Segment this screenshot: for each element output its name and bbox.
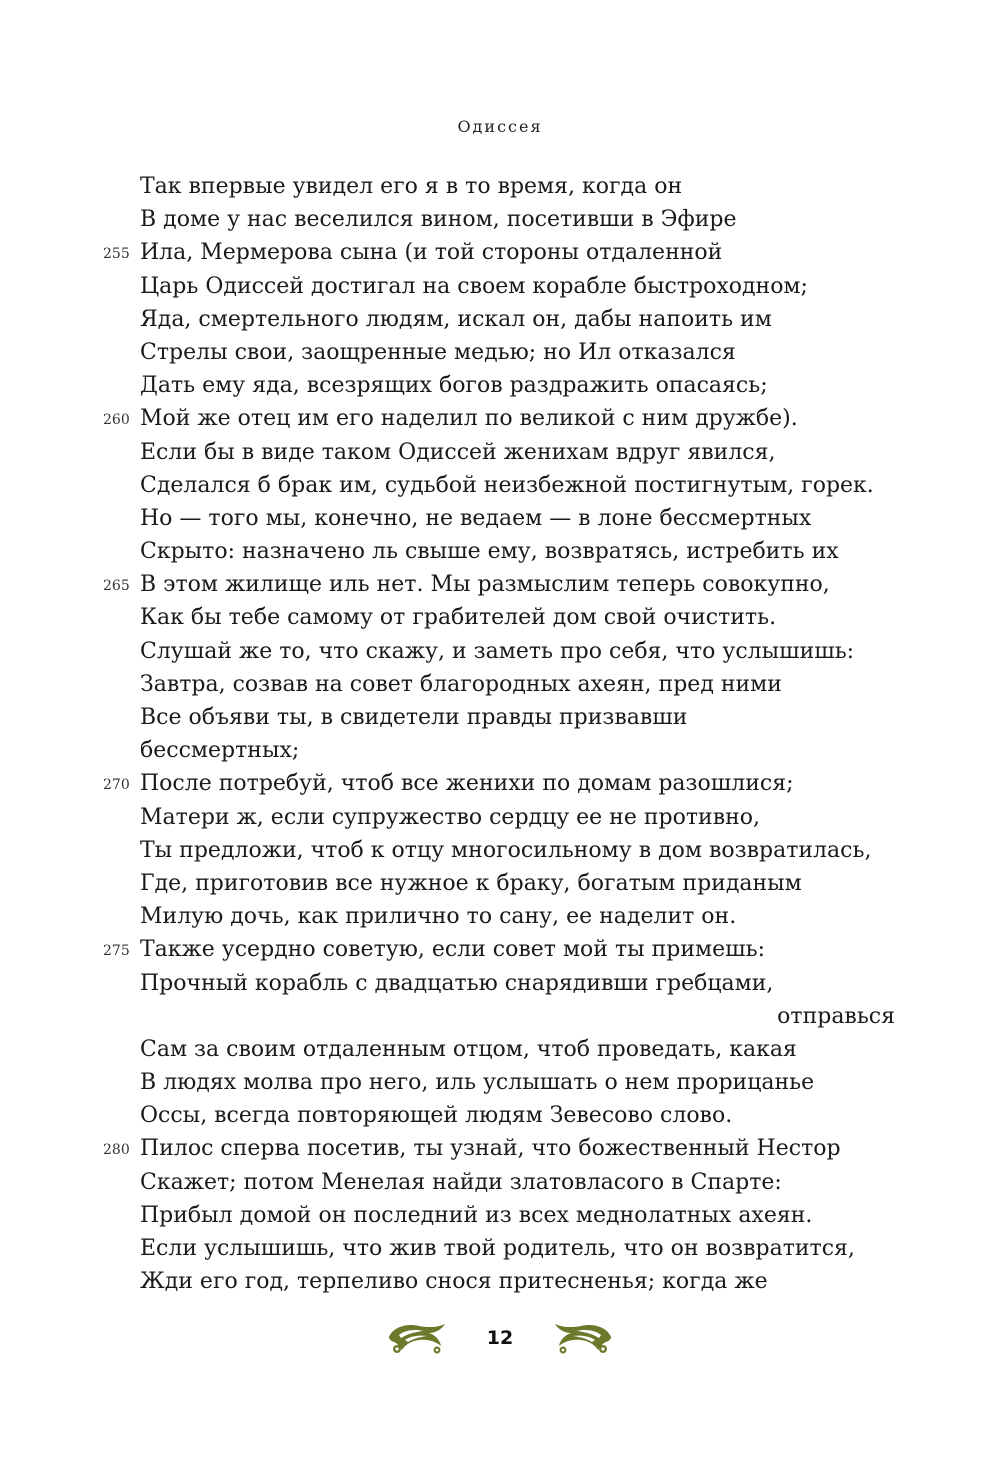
- line-number: 275: [103, 943, 130, 960]
- verse-text: Скажет; потом Менелая найди златовласого в Спарте:: [140, 1169, 782, 1195]
- verse-line: [103, 933, 900, 966]
- line-number: 280: [103, 1142, 130, 1159]
- verse-line: [140, 801, 900, 834]
- verse-text: Завтра, созвав на совет благородных ахеян, пред ними: [140, 671, 782, 697]
- verse-text: В доме у нас веселился вином, посетивши в Эфире: [140, 207, 737, 233]
- verse-line: [103, 1132, 900, 1165]
- line-number: 265: [103, 578, 130, 595]
- verse-line: [103, 236, 900, 269]
- verse-text: Прочный корабль с двадцатью снарядивши гребцами,: [140, 970, 774, 996]
- verse-text: Как бы тебе самому от грабителей дом свой очистить.: [140, 605, 777, 631]
- verse-text: Если услышишь, что жив твой родитель, что он возвратится,: [140, 1236, 855, 1261]
- verse-line: [140, 1199, 900, 1232]
- verse-line: [140, 369, 900, 402]
- verse-line: [140, 535, 900, 568]
- verse-text: Мой же отец им его наделил по великой с ним дружбе).: [140, 406, 798, 432]
- verse-line: [103, 568, 900, 601]
- verse-line: [140, 900, 900, 933]
- verse-line: [140, 1033, 900, 1066]
- verse-text: Но — того мы, конечно, не ведаем — в лоне бессмертных: [140, 505, 812, 531]
- verse-text: Слушай же то, что скажу, и заметь про себя, что услышишь:: [140, 638, 855, 664]
- verse-line: [140, 203, 900, 236]
- verse-line: [140, 701, 900, 734]
- verse-text: Милую дочь, как прилично то сану, ее наделит он.: [140, 904, 737, 930]
- verse-text: Сам за своим отдаленным отцом, чтоб проведать, какая: [140, 1036, 797, 1062]
- verse-line: [140, 601, 900, 634]
- verse-text: отправься: [777, 1003, 895, 1029]
- line-number: 270: [103, 777, 130, 794]
- leaf-ornament-right-icon: [553, 1321, 615, 1355]
- verse-line: [140, 170, 900, 203]
- leaf-ornament-left-icon: [385, 1321, 447, 1355]
- verse-line: [140, 734, 900, 767]
- verse-line: [140, 834, 900, 867]
- verse-line: [140, 1066, 900, 1099]
- verse-line: [103, 767, 900, 800]
- verse-text: Стрелы свои, заощренные медью; но Ил отказался: [140, 339, 736, 365]
- verse-line: [140, 635, 900, 668]
- verse-text: Прибыл домой он последний из всех меднолатных ахеян.: [140, 1202, 813, 1228]
- verse-line: [140, 1099, 900, 1132]
- verse-block: [103, 170, 900, 1298]
- page-footer: [0, 1318, 1000, 1358]
- verse-line: [140, 270, 900, 303]
- verse-line: [140, 1166, 900, 1199]
- verse-line: [140, 668, 900, 701]
- verse-line: [140, 336, 900, 369]
- verse-text: Все объяви ты, в свидетели правды призвавши: [140, 705, 688, 730]
- verse-text: Ты предложи, чтоб к отцу многосильному в дом возвратилась,: [140, 837, 872, 863]
- page-number: 12: [486, 1327, 514, 1349]
- verse-text: бессмертных;: [140, 738, 300, 764]
- verse-text: Сделался б брак им, судьбой неизбежной постигнутым, горек.: [140, 472, 874, 498]
- verse-line: [140, 1265, 900, 1298]
- verse-text: Скрыто: назначено ль свыше ему, возвратясь, истребить их: [140, 539, 839, 565]
- verse-text: Пилос сперва посетив, ты узнай, что божественный Нестор: [140, 1136, 841, 1162]
- verse-text: В людях молва про него, иль услышать о нем прорицанье: [140, 1070, 815, 1096]
- verse-text: В этом жилище иль нет. Мы размыслим теперь совокупно,: [140, 572, 830, 598]
- line-number: 260: [103, 412, 130, 429]
- verse-text: Где, приготовив все нужное к браку, богатым приданым: [140, 870, 802, 896]
- line-number: 255: [103, 246, 130, 263]
- verse-line: [140, 1000, 900, 1033]
- verse-line: [140, 867, 900, 900]
- verse-line: [140, 303, 900, 336]
- verse-line: [140, 967, 900, 1000]
- verse-text: Яда, смертельного людям, искал он, дабы напоить им: [140, 306, 772, 332]
- verse-text: Дать ему яда, всезрящих богов раздражить опасаясь;: [140, 373, 768, 399]
- verse-line: [140, 469, 900, 502]
- verse-text: Если бы в виде таком Одиссей женихам вдруг явился,: [140, 439, 776, 465]
- verse-text: Царь Одиссей достигал на своем корабле быстроходном;: [140, 273, 808, 299]
- verse-text: Ила, Мермерова сына (и той стороны отдаленной: [140, 240, 723, 266]
- verse-line: [140, 1232, 900, 1265]
- verse-text: После потребуй, чтоб все женихи по домам разошлися;: [140, 771, 794, 797]
- verse-text: Также усердно советую, если совет мой ты примешь:: [140, 937, 766, 963]
- verse-text: Жди его год, терпеливо снося притесненья; когда же: [140, 1269, 768, 1295]
- verse-text: Так впервые увидел его я в то время, когда он: [140, 174, 683, 199]
- running-head: Одиссея: [457, 117, 543, 136]
- verse-line: [103, 402, 900, 435]
- verse-text: Матери ж, если супружество сердцу ее не противно,: [140, 804, 760, 830]
- verse-line: [140, 502, 900, 535]
- verse-line: [140, 436, 900, 469]
- verse-text: Оссы, всегда повторяющей людям Зевесово слово.: [140, 1103, 733, 1129]
